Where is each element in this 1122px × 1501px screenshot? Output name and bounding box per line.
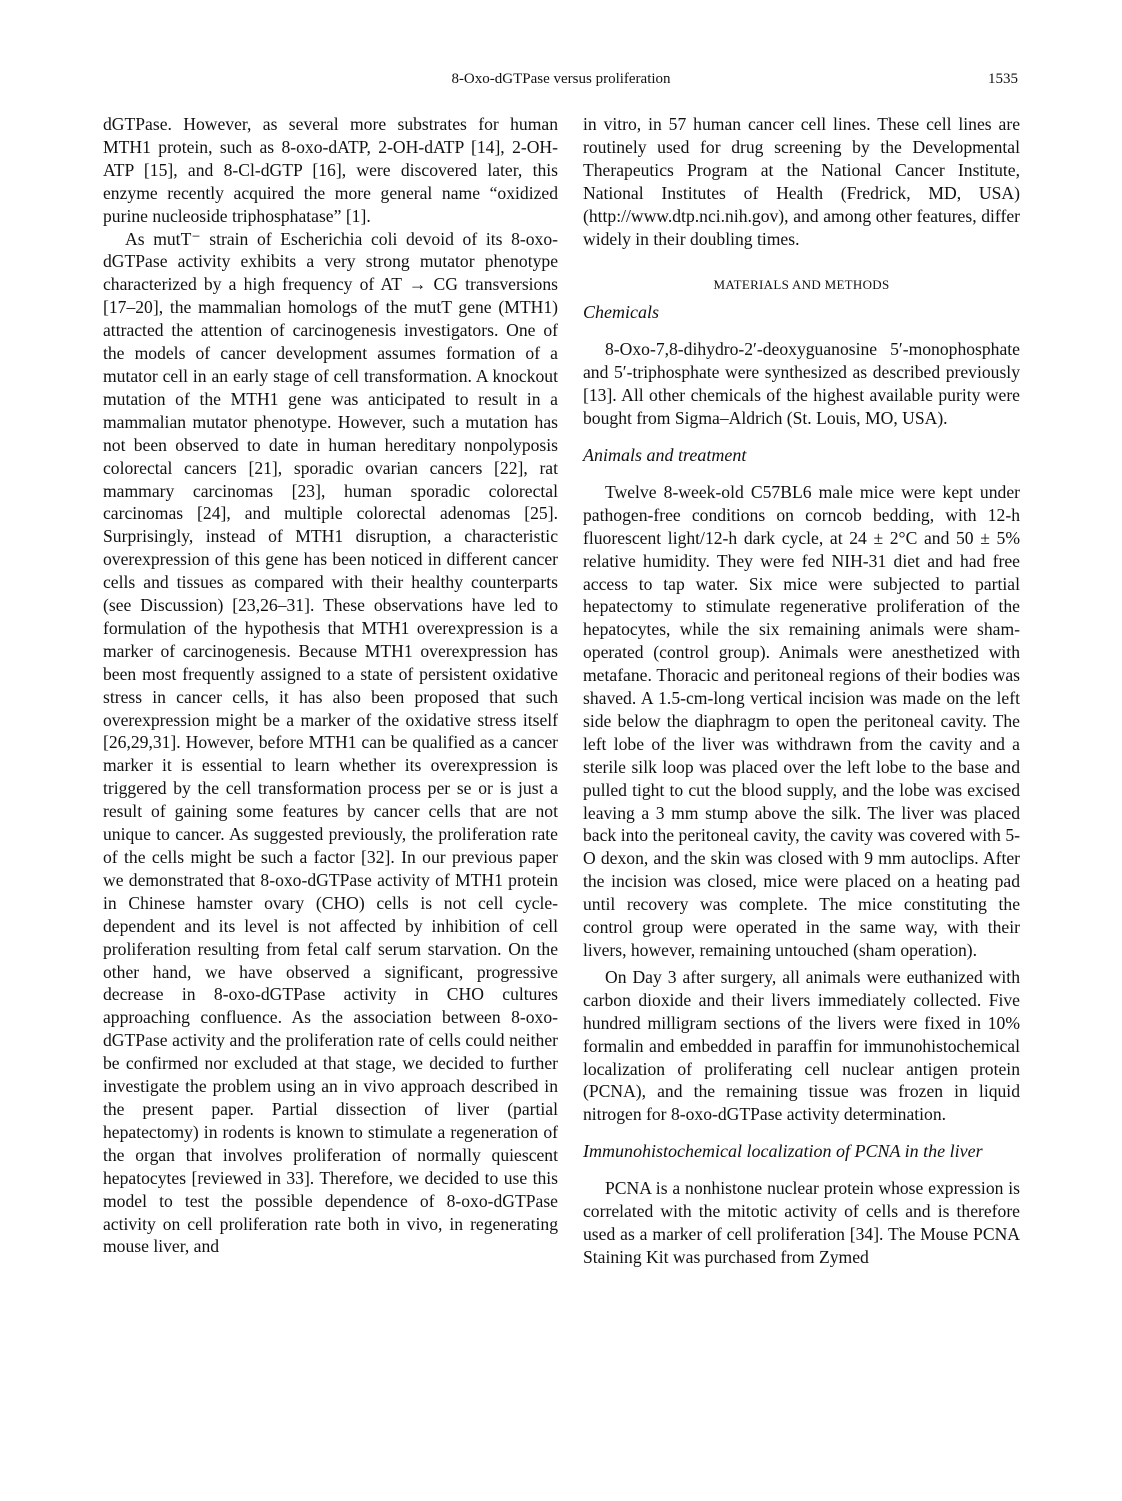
intro-paragraph-continued: dGTPase. However, as several more substrates for human MTH1 protein, such as 8-oxo-dATP, 2-OH-dATP [14], 2-OH-ATP [15], and 8-Cl-dGTP [16], were discovered later, this enzyme recently acquired the more general name “oxidized purine nucleoside triphosphatase” [1]. <box>103 114 558 226</box>
subheading-animals: Animals and treatment <box>583 444 747 465</box>
section-heading-methods: MATERIALS AND METHODS <box>713 277 890 293</box>
right-column <box>583 113 1020 1269</box>
pcna-paragraph: PCNA is a nonhistone nuclear protein whose expression is correlated with the mitotic activity of cells and is therefore used as a marker of cell proliferation [34]. The Mouse PCNA Staining Kit was purchased from Zymed <box>583 1178 1020 1267</box>
subheading-chemicals: Chemicals <box>583 302 659 323</box>
subheading-pcna: Immunohistochemical localization of PCNA in the liver <box>583 1141 983 1162</box>
intro-paragraph-mutt: As mutT⁻ strain of Escherichia coli devoid of its 8-oxo-dGTPase activity exhibits a very strong mutator phenotype characterized by a high frequency of AT → CG transversions [17–20], the mammalian homologs of the mutT gene (MTH1) attracted the attention of carcinogenesis investigators. One of the models of cancer development assumes formation of a mutator cell in an early stage of cell transformation. A knockout mutation of the MTH1 gene was anticipated to result in a mammalian mutator phenotype. However, such a mutation has not been observed to date in human hereditary nonpolyposis colorectal cancers [21], sporadic ovarian cancers [22], rat mammary carcinomas [23], human sporadic colorectal carcinomas [24], and multiple colorectal adenomas [25]. Surprisingly, instead of MTH1 disruption, a characteristic overexpression of this gene has been noticed in different cancer cells and tissues as compared with their healthy counterparts (see Discussion) [23,26–31]. These observations have led to formulation of the hypothesis that MTH1 overexpression is a marker of carcinogenesis. Because MTH1 overexpression has been most frequently assigned to a state of persistent oxidative stress in cancer cells, it has also been proposed that such overexpression might be a marker of the oxidative stress itself [26,29,31]. However, before MTH1 can be qualified as a cancer marker it is essential to learn whether its overexpression is triggered by the cell transformation process per se or is just a result of gaining some features by cancer cells that are not unique to cancer. As suggested previously, the proliferation rate of the cells might be such a factor [32]. In our previous paper we demonstrated that 8-oxo-dGTPase activity of MTH1 protein in Chinese hamster ovary (CHO) cells is not cell cycle-dependent and its level is not affected by inhibition of cell proliferation resulting from fetal calf serum starvation. On the other hand, we have observed a significant, progressive decrease in 8-oxo-dGTPase activity in CHO cultures approaching confluence. As the association between 8-oxo-dGTPase activity and the proliferation rate of cells could neither be confirmed nor excluded at that stage, we decided to further investigate the problem using an in vivo approach described in the present paper. Partial dissection of liver (partial hepatectomy) in rodents is known to stimulate a regeneration of the organ that involves proliferation of normally quiescent hepatocytes [reviewed in 33]. Therefore, we decided to use this model to test the possible dependence of 8-oxo-dGTPase activity on cell proliferation rate both in vivo, in regenerating mouse liver, and <box>103 228 558 1257</box>
intro-paragraph-cell-lines: in vitro, in 57 human cancer cell lines. These cell lines are routinely used for drug screening by the Developmental Therapeutics Program at the National Cancer Institute, National Institutes of Health (Fredrick, MD, USA) (http://www.dtp.nci.nih.gov), and among other features, differ widely in their doubling times. <box>583 114 1020 249</box>
left-column <box>103 113 558 1258</box>
running-header <box>0 68 1122 90</box>
running-title: 8-Oxo-dGTPase versus proliferation <box>451 71 671 87</box>
animals-paragraph-1: Twelve 8-week-old C57BL6 male mice were kept under pathogen-free conditions on corncob bedding, with 12-h fluorescent light/12-h dark cycle, at 24 ± 2°C and 50 ± 5% relative humidity. They were fed NIH-31 diet and had free access to tap water. Six mice were subjected to partial hepatectomy to stimulate regenerative proliferation of the hepatocytes, while the six remaining animals were sham-operated (control group). Animals were anesthetized with metafane. Thoracic and peritoneal regions of their bodies was shaved. A 1.5-cm-long vertical incision was made on the left side below the diaphragm to open the peritoneal cavity. The left lobe of the liver was withdrawn from the cavity and a sterile silk loop was placed over the left lobe to the base and pulled tight to cut the blood supply, and the lobe was excised leaving a 3 mm stump above the silk. The liver was placed back into the peritoneal cavity, the cavity was covered with 5-O dexon, and the skin was closed with 9 mm autoclips. After the incision was closed, mice were placed on a heating pad until recovery was complete. The mice constituting the control group were operated in the same way, with their livers, however, remaining untouched (sham operation). <box>583 481 1020 960</box>
animals-paragraph-2: On Day 3 after surgery, all animals were euthanized with carbon dioxide and their livers immediately collected. Five hundred milligram sections of the livers were fixed in 10% formalin and embedded in paraffin for immunohistochemical localization of proliferating cell nuclear antigen protein (PCNA), and the remaining tissue was frozen in liquid nitrogen for 8-oxo-dGTPase activity determination. <box>583 966 1020 1125</box>
page-number: 1535 <box>988 71 1018 87</box>
chemicals-paragraph: 8-Oxo-7,8-dihydro-2′-deoxyguanosine 5′-monophosphate and 5′-triphosphate were synthesized as described previously [13]. All other chemicals of the highest available purity were bought from Sigma–Aldrich (St. Louis, MO, USA). <box>583 339 1020 429</box>
